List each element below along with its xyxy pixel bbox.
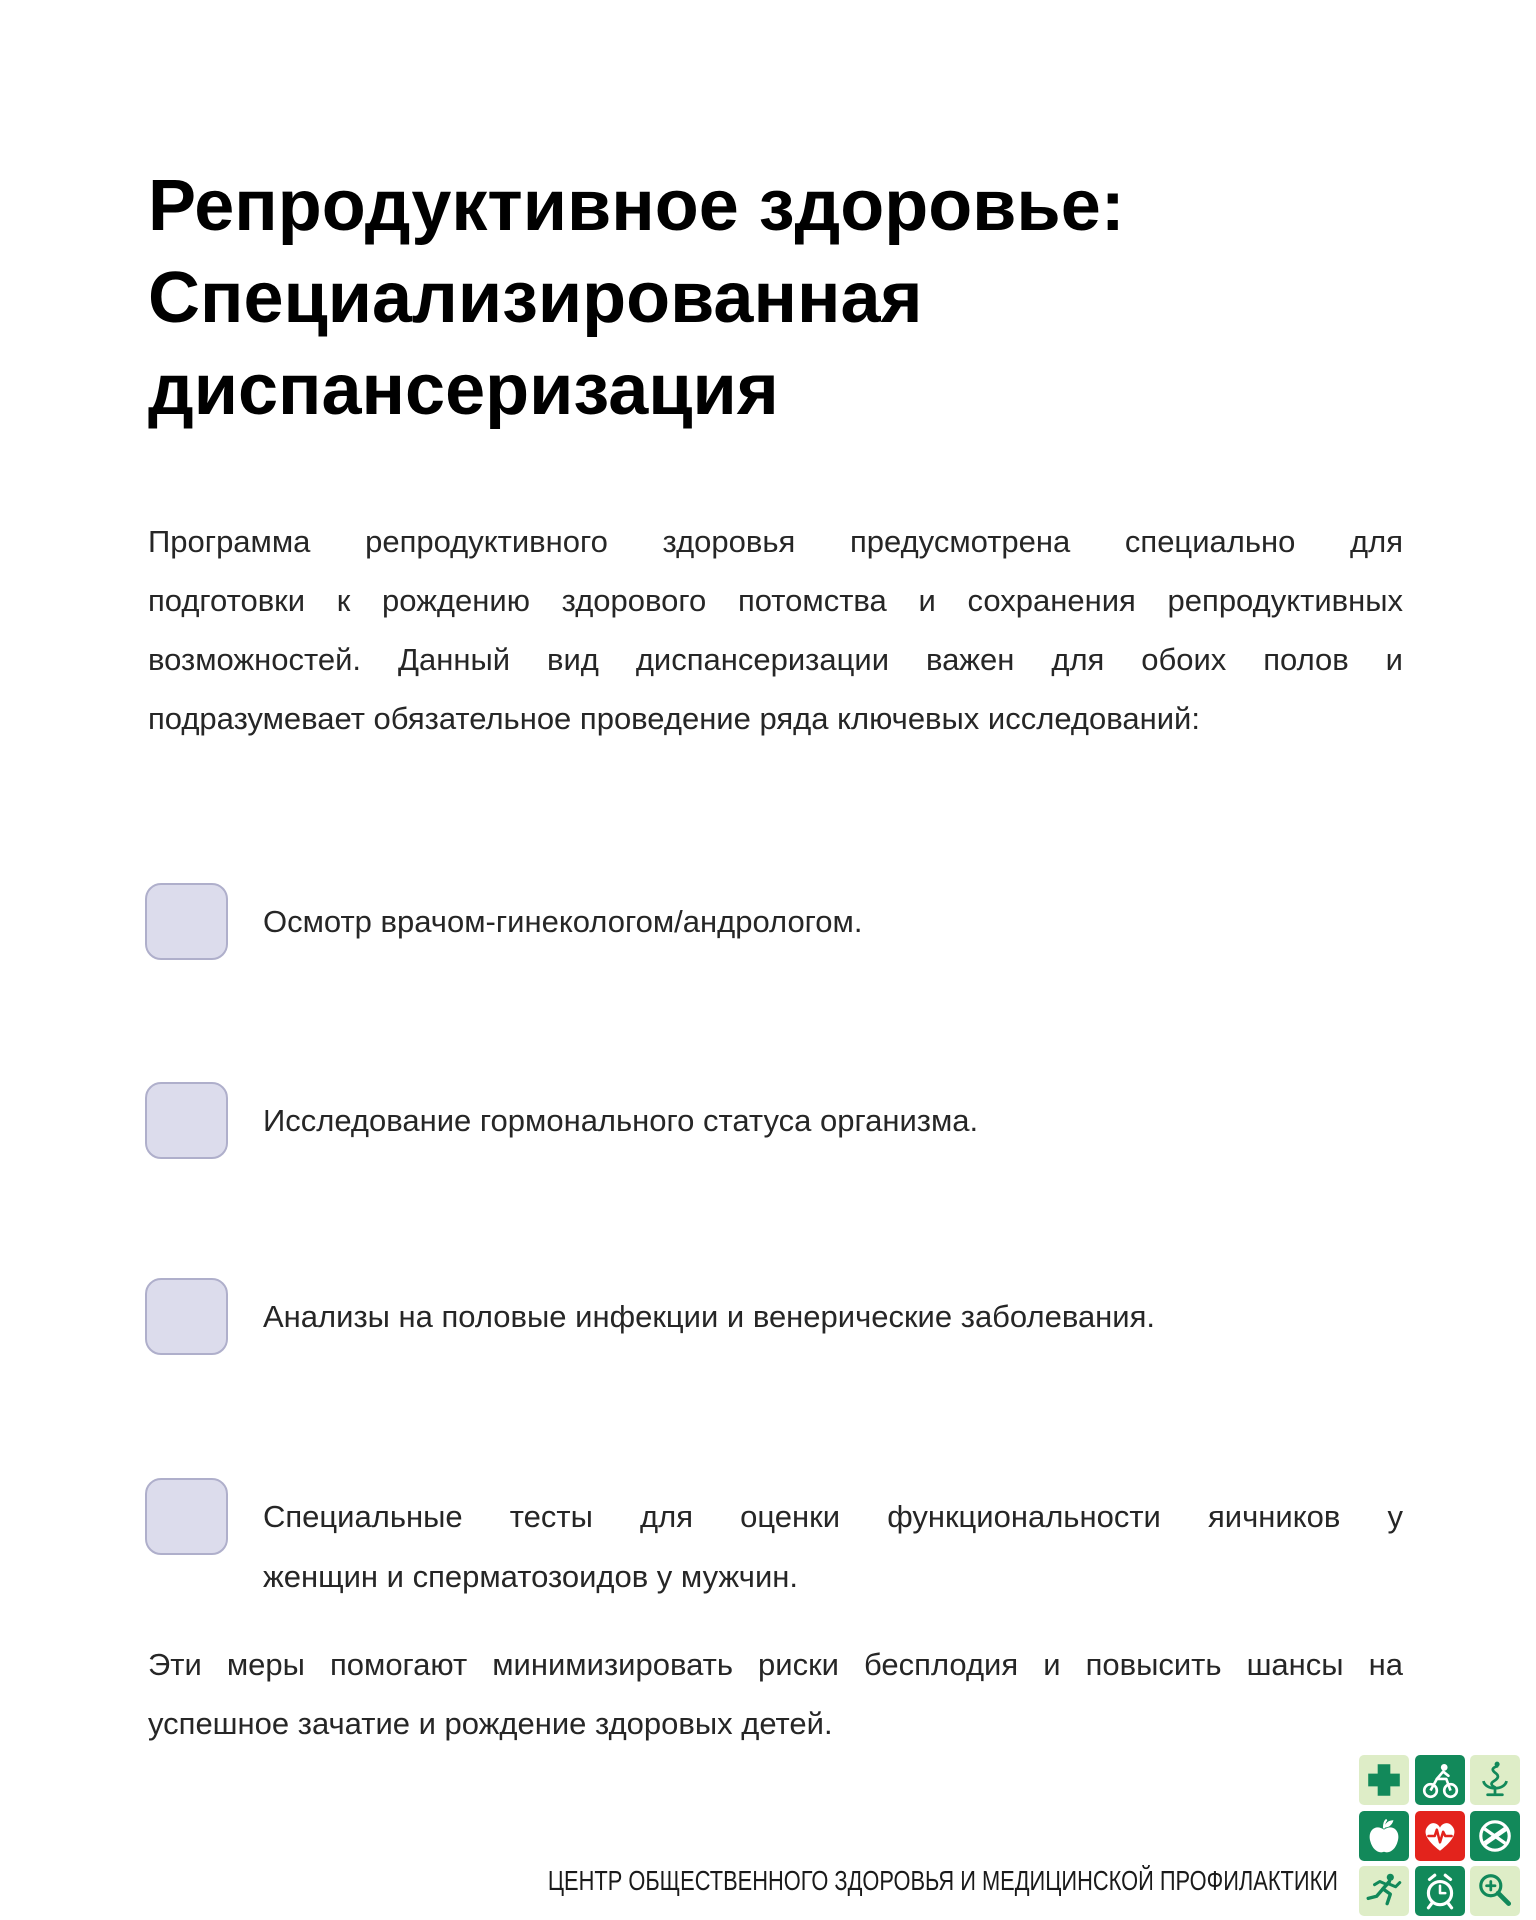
logo-tile: [1470, 1755, 1520, 1805]
medical-cross-icon: [1364, 1760, 1404, 1800]
outro-line: Эти меры помогают минимизировать риски бесплодия и повысить шансы на: [148, 1647, 1403, 1682]
checklist-item-label: [263, 1487, 1403, 1607]
checklist-item-line: Исследование гормонального статуса организма.: [263, 1103, 979, 1138]
page-title-line: диспансеризация: [148, 350, 779, 430]
intro-line: возможностей. Данный вид диспансеризации важен для обоих полов и: [148, 642, 1403, 677]
pharmacy-snake-bowl-icon: [1475, 1760, 1515, 1800]
logo-tile: [1415, 1755, 1465, 1805]
logo-tile: [1359, 1866, 1409, 1916]
footer-org-name: [0, 1864, 1338, 1898]
checkbox[interactable]: [145, 1478, 228, 1555]
page-title-line: Репродуктивное здоровье:: [148, 166, 1125, 246]
intro-line: подготовки к рождению здорового потомства и сохранения репродуктивных: [148, 583, 1403, 618]
checklist-item-line: Анализы на половые инфекции и венерические заболевания.: [263, 1299, 1156, 1334]
checkbox[interactable]: [145, 1082, 228, 1159]
apple-icon: [1364, 1816, 1404, 1856]
runner-icon: [1364, 1871, 1404, 1911]
checkbox[interactable]: [145, 1278, 228, 1355]
intro-paragraph: [148, 512, 1403, 748]
health-center-logo: [1359, 1755, 1520, 1916]
logo-tile: [1415, 1866, 1465, 1916]
checklist-item-label: [263, 892, 1403, 952]
outro-line: успешное зачатие и рождение здоровых детей.: [148, 1706, 833, 1741]
heart-pulse-icon: [1420, 1816, 1460, 1856]
logo-tile: [1470, 1811, 1520, 1861]
logo-tile: [1359, 1811, 1409, 1861]
intro-line: подразумевает обязательное проведение ряда ключевых исследований:: [148, 701, 1200, 736]
checklist-item-line: Осмотр врачом-гинекологом/андрологом.: [263, 904, 863, 939]
page-title: [148, 160, 1418, 436]
checklist-item-label: [263, 1287, 1403, 1347]
alarm-clock-icon: [1420, 1871, 1460, 1911]
cyclist-icon: [1420, 1760, 1460, 1800]
checkbox[interactable]: [145, 883, 228, 960]
outro-paragraph: [148, 1635, 1403, 1753]
no-smoking-icon: [1475, 1816, 1515, 1856]
page-title-line: Специализированная: [148, 258, 923, 338]
checklist-item-line: женщин и сперматозоидов у мужчин.: [263, 1559, 799, 1594]
footer-org-name-text: ЦЕНТР ОБЩЕСТВЕННОГО ЗДОРОВЬЯ И МЕДИЦИНСКОЙ ПРОФИЛАКТИКИ: [547, 1865, 1338, 1896]
logo-tile: [1359, 1755, 1409, 1805]
checklist-item-label: [263, 1091, 1403, 1151]
checklist-item-line: Специальные тесты для оценки функциональности яичников у: [263, 1499, 1403, 1534]
logo-tile: [1470, 1866, 1520, 1916]
logo-tile: [1415, 1811, 1465, 1861]
magnifier-plus-icon: [1475, 1871, 1515, 1911]
intro-line: Программа репродуктивного здоровья предусмотрена специально для: [148, 524, 1403, 559]
